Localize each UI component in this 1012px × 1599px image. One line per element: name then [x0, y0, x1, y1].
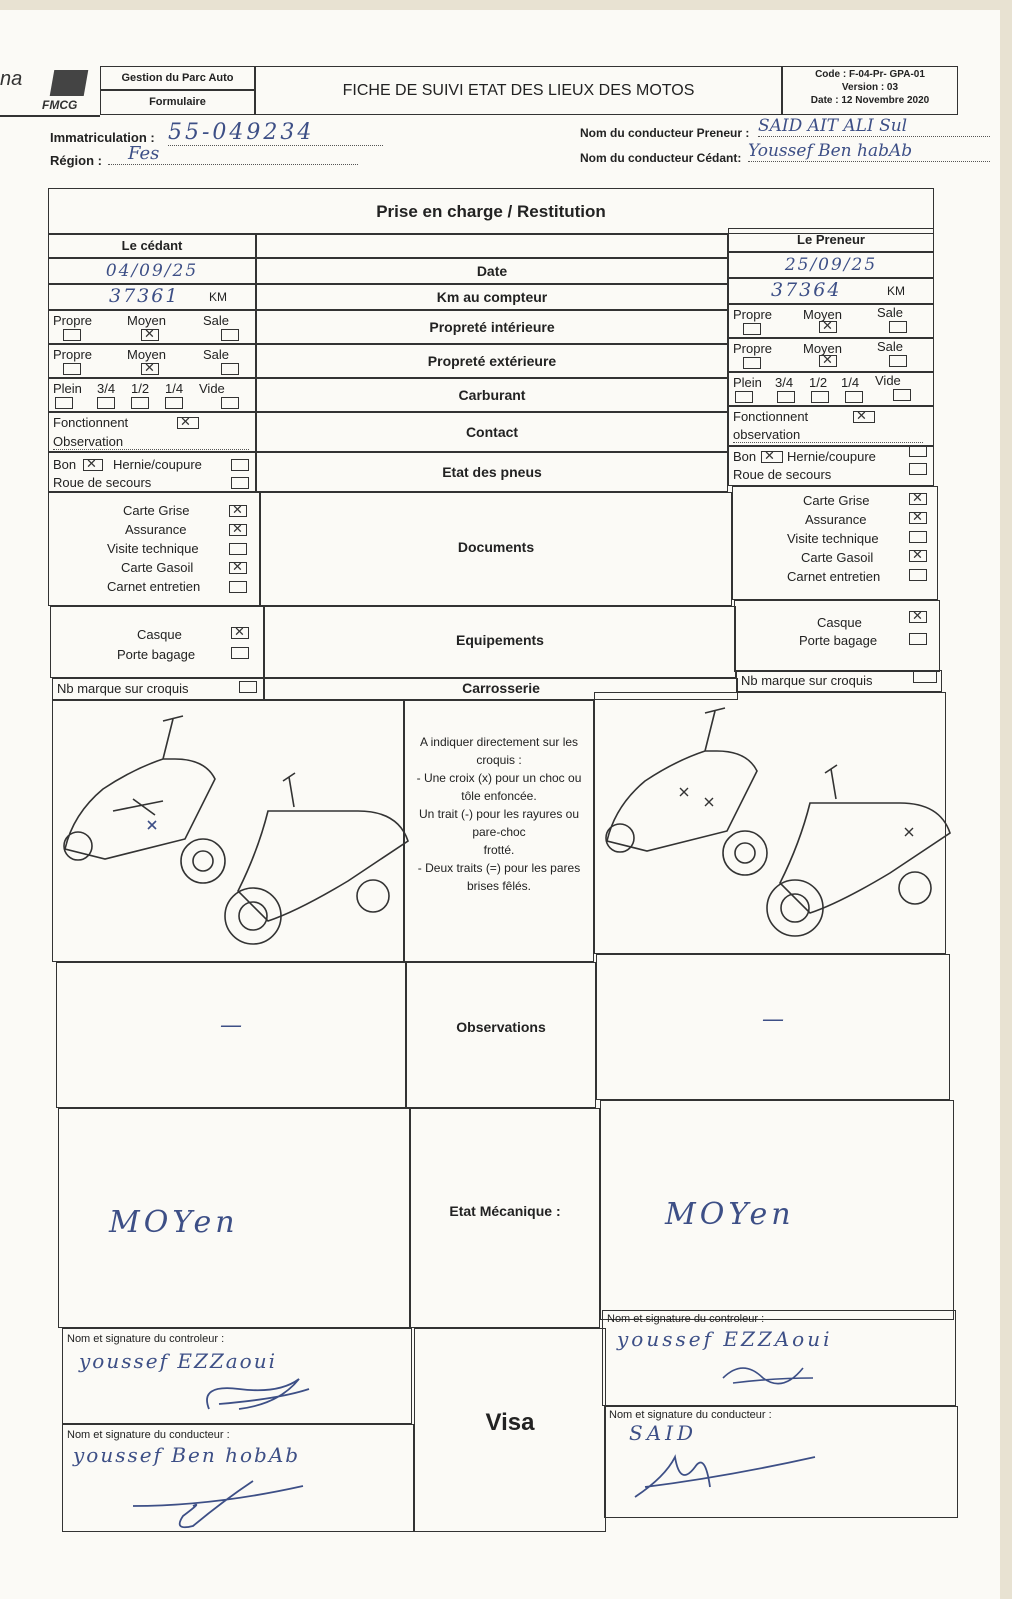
opt-sale: Sale	[877, 305, 904, 320]
preneur-pneus-cell	[728, 446, 934, 486]
preneur-mecanique-cell	[600, 1100, 954, 1320]
checkbox-nb-marque[interactable]	[913, 671, 937, 683]
checkbox-bon[interactable]	[83, 459, 103, 471]
doc-carte-grise: Carte Grise	[803, 493, 870, 508]
instruction-line: pare-choc	[472, 825, 526, 839]
cedant-conducteur-cell	[62, 1424, 414, 1532]
opt-3-4: 3/4	[775, 375, 794, 390]
nb-marque-label: Nb marque sur croquis	[57, 681, 189, 696]
preneur-date-value[interactable]: 25/09/25	[784, 255, 878, 275]
row-label-prop-int: Propreté intérieure	[429, 319, 555, 335]
logo-brand: FMCG	[42, 98, 78, 112]
opt-propre: Propre	[53, 347, 93, 362]
opt-bon: Bon	[733, 449, 757, 464]
cedant-prop-int-cell	[48, 310, 256, 344]
checkbox-carte-grise[interactable]	[229, 505, 247, 517]
checkbox-moyen[interactable]	[141, 329, 159, 341]
page-title: FICHE DE SUIVI ETAT DES LIEUX DES MOTOS	[342, 82, 695, 99]
opt-observation: Observation	[53, 434, 249, 450]
equip-porte-bagage: Porte bagage	[799, 633, 878, 648]
preneur-prop-ext-cell	[728, 338, 934, 372]
cedant-conducteur-name[interactable]: youssef Ben hobAb	[73, 1443, 301, 1467]
cedant-controleur-label: Nom et signature du controleur :	[67, 1333, 225, 1345]
scooter-sketch-left-icon[interactable]	[53, 701, 403, 961]
checkbox-propre[interactable]	[743, 357, 761, 369]
cedant-header: Le cédant	[121, 238, 183, 253]
instruction-line: - Une croix (x) pour un choc ou	[416, 771, 582, 785]
opt-1-2: 1/2	[809, 375, 828, 390]
form-sheet	[0, 10, 1000, 1599]
instructions-list	[405, 733, 593, 895]
row-label-mecanique: Etat Mécanique :	[449, 1203, 561, 1219]
doc-carnet-entretien: Carnet entretien	[107, 579, 201, 594]
opt-moyen: Moyen	[803, 341, 843, 356]
preneur-date-cell	[728, 252, 934, 278]
logo-flag-icon	[50, 70, 89, 96]
instructions-cell	[404, 700, 594, 962]
opt-propre: Propre	[733, 341, 773, 356]
checkbox-visite-technique[interactable]	[229, 543, 247, 555]
preneur-mecanique-value[interactable]: MOYen	[665, 1197, 795, 1232]
checkbox-nb-marque[interactable]	[239, 681, 257, 693]
checkbox-sale[interactable]	[889, 355, 907, 367]
preneur-equipements-cell	[734, 600, 940, 672]
label-header-cell	[256, 234, 728, 258]
opt-observation: observation	[733, 427, 923, 443]
checkbox-assurance[interactable]	[909, 512, 927, 524]
preneur-conducteur-label: Nom et signature du conducteur :	[609, 1409, 772, 1421]
checkbox-carnet-entretien[interactable]	[229, 581, 247, 593]
checkbox-assurance[interactable]	[229, 524, 247, 536]
checkbox-porte-bagage[interactable]	[231, 647, 249, 659]
preneur-header-cell	[728, 228, 934, 252]
opt-propre: Propre	[733, 307, 773, 322]
checkbox-carnet-entretien[interactable]	[909, 569, 927, 581]
opt-sale: Sale	[203, 347, 230, 362]
km-row-label-cell	[256, 284, 728, 310]
checkbox-plein[interactable]	[735, 391, 753, 403]
checkbox-vide[interactable]	[221, 397, 239, 409]
instruction-line: tôle enfoncée.	[461, 789, 537, 803]
cedant-observations-value[interactable]: —	[220, 1013, 242, 1038]
preneur-conducteur-signature-icon	[625, 1447, 825, 1507]
checkbox-1-4[interactable]	[845, 391, 863, 403]
doc-carte-gasoil: Carte Gasoil	[801, 550, 874, 565]
checkbox-plein[interactable]	[55, 397, 73, 409]
row-label-date: Date	[476, 263, 508, 279]
opt-plein: Plein	[53, 381, 82, 396]
checkbox-casque[interactable]	[909, 611, 927, 623]
cedant-observations-cell	[56, 962, 406, 1108]
header-formulaire-cell	[100, 90, 255, 115]
instruction-line: - Deux traits (=) pour les pares	[417, 861, 581, 875]
immatriculation-label: Immatriculation :	[50, 130, 155, 145]
cedant-date-cell	[48, 258, 256, 284]
cedant-controleur-cell	[62, 1328, 412, 1424]
header-title-cell	[255, 66, 782, 115]
cedant-conducteur-signature-icon	[103, 1471, 323, 1531]
equip-casque: Casque	[817, 615, 862, 630]
checkbox-roue-secours[interactable]	[231, 477, 249, 489]
checkbox-carte-grise[interactable]	[909, 493, 927, 505]
row-label-equipements: Equipements	[456, 632, 544, 648]
equip-porte-bagage: Porte bagage	[117, 647, 196, 662]
row-label-prop-ext: Propreté extérieure	[427, 353, 557, 369]
instruction-line: A indiquer directement sur les	[419, 735, 579, 749]
opt-sale: Sale	[203, 313, 230, 328]
row-label-contact: Contact	[465, 424, 519, 440]
checkbox-carte-gasoil[interactable]	[909, 550, 927, 562]
checkbox-moyen[interactable]	[819, 321, 837, 333]
nb-marque-label: Nb marque sur croquis	[741, 673, 873, 688]
opt-vide: Vide	[199, 381, 225, 396]
checkbox-sale[interactable]	[221, 329, 239, 341]
preneur-nb-marque-cell	[736, 670, 942, 692]
checkbox-casque[interactable]	[231, 627, 249, 639]
table-title: Prise en charge / Restitution	[376, 202, 606, 221]
logo-text-fragment: na	[0, 68, 23, 90]
region-label: Région :	[50, 153, 102, 168]
preneur-conducteur-name[interactable]: SAID	[629, 1421, 698, 1445]
row-label-documents: Documents	[457, 539, 535, 555]
row-label-carburant: Carburant	[458, 387, 526, 403]
header-code: Code : F-04-Pr- GPA-01	[815, 69, 925, 80]
cedant-pneus-cell	[48, 452, 256, 492]
documents-label-cell	[260, 492, 732, 606]
doc-visite-technique: Visite technique	[107, 541, 199, 556]
preneur-km-value[interactable]: 37364	[771, 279, 842, 301]
cedant-km-unit: KM	[209, 290, 227, 304]
immatriculation-value[interactable]: 55-049234	[168, 120, 383, 146]
cedant-controleur-signature-icon	[189, 1379, 339, 1419]
opt-vide: Vide	[875, 373, 901, 388]
row-label-km: Km au compteur	[436, 289, 548, 305]
preneur-observations-cell	[596, 954, 950, 1100]
opt-moyen: Moyen	[127, 347, 167, 362]
equip-casque: Casque	[137, 627, 182, 642]
checkbox-moyen[interactable]	[141, 363, 159, 375]
cedant-nb-marque-cell	[52, 678, 264, 700]
doc-visite-technique: Visite technique	[787, 531, 879, 546]
opt-3-4: 3/4	[97, 381, 116, 396]
cedant-km-value[interactable]: 37361	[109, 285, 180, 307]
checkbox-1-4[interactable]	[165, 397, 183, 409]
checkbox-3-4[interactable]	[97, 397, 115, 409]
cedant-prop-ext-cell	[48, 344, 256, 378]
cedant-documents-cell	[48, 492, 260, 606]
cedant-carburant-cell	[48, 378, 256, 412]
opt-hernie: Hernie/coupure	[113, 457, 202, 472]
scooter-sketch-right-icon[interactable]	[595, 693, 945, 953]
preneur-name-label: Nom du conducteur Preneur :	[580, 126, 750, 140]
cedant-mecanique-value[interactable]: MOYen	[109, 1205, 239, 1240]
pneus-label-cell	[256, 452, 728, 492]
prop-int-label-cell	[256, 310, 728, 344]
date-row-label-cell	[256, 258, 728, 284]
checkbox-bon[interactable]	[761, 451, 783, 463]
preneur-controleur-cell	[602, 1310, 956, 1406]
preneur-contact-cell	[728, 406, 934, 446]
row-label-carrosserie: Carrosserie	[462, 680, 540, 696]
opt-roue-secours: Roue de secours	[733, 467, 832, 482]
visa-label-cell	[414, 1328, 606, 1532]
header-gestion: Gestion du Parc Auto	[121, 72, 234, 84]
checkbox-hernie[interactable]	[231, 459, 249, 471]
doc-assurance: Assurance	[805, 512, 867, 527]
logo	[0, 68, 100, 116]
preneur-observations-value[interactable]: —	[762, 1007, 784, 1032]
preneur-controleur-name[interactable]: youssef EZZAoui	[617, 1327, 833, 1351]
doc-carnet-entretien: Carnet entretien	[787, 569, 881, 584]
opt-propre: Propre	[53, 313, 93, 328]
instruction-line: brises fêlés.	[466, 879, 532, 893]
cedant-date-value[interactable]: 04/09/25	[105, 261, 199, 281]
preneur-name-value[interactable]: SAID AIT ALI Sul	[758, 116, 990, 137]
cedant-equipements-cell	[50, 606, 264, 678]
checkbox-1-2[interactable]	[811, 391, 829, 403]
cedant-header-cell	[48, 234, 256, 258]
checkbox-1-2[interactable]	[131, 397, 149, 409]
header-formulaire: Formulaire	[149, 96, 206, 108]
instruction-line: frotté.	[483, 843, 515, 857]
checkbox-fonctionnent[interactable]	[853, 411, 875, 423]
opt-moyen: Moyen	[127, 313, 167, 328]
checkbox-porte-bagage[interactable]	[909, 633, 927, 645]
row-label-observations: Observations	[456, 1019, 546, 1035]
preneur-prop-int-cell	[728, 304, 934, 338]
preneur-controleur-signature-icon	[713, 1353, 833, 1393]
header-gestion-cell	[100, 66, 255, 90]
cedant-controleur-name[interactable]: youssef EZZaoui	[79, 1349, 277, 1373]
opt-sale: Sale	[877, 339, 904, 354]
instruction-line: Un trait (-) pour les rayures ou	[418, 807, 580, 821]
header-date: Date : 12 Novembre 2020	[810, 95, 930, 106]
opt-plein: Plein	[733, 375, 762, 390]
doc-carte-grise: Carte Grise	[123, 503, 190, 518]
checkbox-sale[interactable]	[221, 363, 239, 375]
instruction-line: croquis :	[476, 753, 522, 767]
preneur-carburant-cell	[728, 372, 934, 406]
preneur-conducteur-cell	[604, 1406, 958, 1518]
preneur-documents-cell	[732, 486, 938, 600]
cedant-contact-cell	[48, 412, 256, 452]
opt-1-4: 1/4	[165, 381, 184, 396]
opt-1-2: 1/2	[131, 381, 150, 396]
opt-roue-secours: Roue de secours	[53, 475, 152, 490]
cedant-km-cell	[48, 284, 256, 310]
preneur-sketch-cell	[594, 692, 946, 954]
cedant-name-value[interactable]: Youssef Ben habAb	[748, 141, 990, 162]
header-code-cell	[782, 66, 958, 115]
checkbox-vide[interactable]	[893, 389, 911, 401]
doc-carte-gasoil: Carte Gasoil	[121, 560, 194, 575]
checkbox-sale[interactable]	[889, 321, 907, 333]
cedant-mecanique-cell	[58, 1108, 410, 1328]
opt-fonctionnent: Fonctionnent	[733, 409, 809, 424]
equipements-label-cell	[264, 606, 736, 678]
cedant-name-label: Nom du conducteur Cédant:	[580, 151, 742, 165]
checkbox-propre[interactable]	[743, 323, 761, 335]
opt-1-4: 1/4	[841, 375, 860, 390]
checkbox-roue-secours[interactable]	[909, 463, 927, 475]
mecanique-label-cell	[410, 1108, 600, 1328]
carburant-label-cell	[256, 378, 728, 412]
checkbox-propre[interactable]	[63, 363, 81, 375]
opt-bon: Bon	[53, 457, 77, 472]
checkbox-carte-gasoil[interactable]	[229, 562, 247, 574]
row-label-visa: Visa	[485, 1409, 535, 1436]
prop-ext-label-cell	[256, 344, 728, 378]
checkbox-fonctionnent[interactable]	[177, 417, 199, 429]
header-version: Version : 03	[841, 82, 899, 93]
preneur-km-cell	[728, 278, 934, 304]
doc-assurance: Assurance	[125, 522, 187, 537]
region-value[interactable]: Fes	[108, 143, 358, 165]
checkbox-moyen[interactable]	[819, 355, 837, 367]
opt-moyen: Moyen	[803, 307, 843, 322]
opt-fonctionnent: Fonctionnent	[53, 415, 129, 430]
checkbox-3-4[interactable]	[777, 391, 795, 403]
row-label-pneus: Etat des pneus	[442, 464, 542, 480]
preneur-km-unit: KM	[887, 284, 905, 298]
cedant-sketch-cell	[52, 700, 404, 962]
observations-label-cell	[406, 962, 596, 1108]
preneur-header: Le Preneur	[797, 232, 865, 247]
cedant-conducteur-label: Nom et signature du conducteur :	[67, 1429, 230, 1441]
checkbox-propre[interactable]	[63, 329, 81, 341]
checkbox-visite-technique[interactable]	[909, 531, 927, 543]
contact-label-cell	[256, 412, 728, 452]
opt-hernie: Hernie/coupure	[787, 449, 876, 464]
preneur-controleur-label: Nom et signature du controleur :	[607, 1313, 765, 1325]
checkbox-hernie[interactable]	[909, 445, 927, 457]
